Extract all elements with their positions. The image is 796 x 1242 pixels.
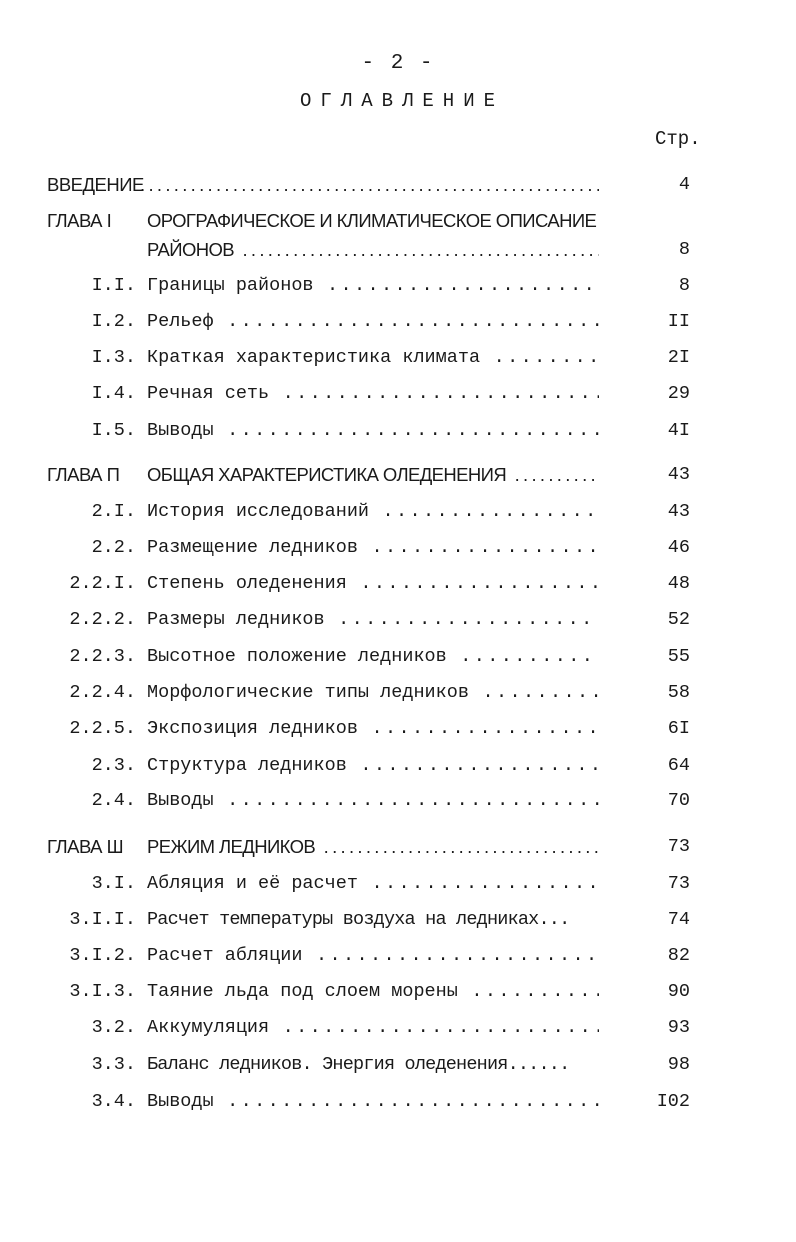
- toc-entry-chapter-3: [0, 832, 796, 862]
- toc-section-number: I.2.: [91, 311, 136, 332]
- toc-section-number: 2.3.: [91, 755, 136, 776]
- toc-section-title: Экспозиция ледников .....: [147, 714, 599, 744]
- toc-section-title: Расчет абляции .....: [147, 941, 599, 971]
- toc-page: 73: [667, 873, 690, 894]
- toc-section-title: Речная сеть .....: [147, 379, 599, 409]
- toc-section-title: Аккумуляция .....: [147, 1013, 599, 1043]
- page-number: - 2 -: [361, 52, 435, 75]
- toc-chapter-title: ОРОГРАФИЧЕСКОЕ И КЛИМАТИЧЕСКОЕ ОПИСАНИЕ: [147, 210, 597, 231]
- toc-section-number: 3.I.I.: [69, 909, 136, 930]
- toc-section-title: Размещение ледников .....: [147, 533, 599, 563]
- toc-section-number: 2.2.3.: [69, 646, 136, 667]
- toc-page: 52: [667, 609, 690, 630]
- toc-entry: [0, 497, 796, 527]
- toc-page: 8: [678, 239, 690, 260]
- toc-section-title: Выводы .....: [147, 416, 599, 446]
- toc-chapter-label: ГЛАВА I: [47, 210, 112, 231]
- toc-section-number: 3.I.: [91, 873, 136, 894]
- toc-page: 55: [667, 646, 690, 667]
- toc-section-number: I.3.: [91, 347, 136, 368]
- toc-entry: [0, 786, 796, 816]
- toc-chapter-title: ОБЩАЯ ХАРАКТЕРИСТИКА ОЛЕДЕНЕНИЯ .....: [147, 460, 599, 490]
- toc-page: 98: [667, 1054, 690, 1075]
- toc-page: 4: [678, 174, 690, 195]
- toc-section-number: 2.2.5.: [69, 718, 136, 739]
- toc-entry: [0, 642, 796, 672]
- toc-page: 8: [678, 275, 690, 296]
- toc-entry-chapter-1-line1: [0, 206, 796, 236]
- toc-section-number: 3.I.3.: [69, 981, 136, 1002]
- toc-page: 46: [667, 537, 690, 558]
- toc-section-title: Выводы .....: [147, 786, 599, 816]
- toc-entry: [0, 533, 796, 563]
- toc-page: 6I: [667, 718, 690, 739]
- toc-entry: [0, 307, 796, 337]
- toc-section-title: Абляция и её расчет .....: [147, 869, 599, 899]
- toc-entry: [0, 941, 796, 971]
- toc-leader: [140, 170, 599, 200]
- toc-page: 2I: [667, 347, 690, 368]
- toc-page: 64: [667, 755, 690, 776]
- page-title: ОГЛАВЛЕНИЕ: [299, 90, 505, 112]
- toc-section-number: 3.3.: [91, 1054, 136, 1075]
- toc-section-number: I.5.: [91, 420, 136, 441]
- toc-entry: [0, 905, 796, 935]
- toc-entry: [0, 416, 796, 446]
- toc-page: 43: [667, 464, 690, 485]
- toc-entry: [0, 1087, 796, 1117]
- toc-entry-chapter-1-line2: [0, 235, 796, 265]
- toc-section-title: Краткая характеристика климата .....: [147, 343, 599, 373]
- toc-entry: [0, 343, 796, 373]
- toc-page: 43: [667, 501, 690, 522]
- toc-page: 73: [667, 836, 690, 857]
- toc-entry: [0, 714, 796, 744]
- toc-page: I02: [656, 1091, 690, 1112]
- toc-page: II: [667, 311, 690, 332]
- toc-page: 58: [667, 682, 690, 703]
- toc-page: 70: [667, 790, 690, 811]
- toc-section-title: Степень оледенения .....: [147, 569, 599, 599]
- toc-section-number: 2.2.4.: [69, 682, 136, 703]
- toc-section-number: 2.4.: [91, 790, 136, 811]
- toc-entry: [0, 1013, 796, 1043]
- toc-entry: [0, 869, 796, 899]
- toc-section-number: 2.2.I.: [69, 573, 136, 594]
- toc-section-title: Таяние льда под слоем морены .....: [147, 977, 599, 1007]
- toc-entry: [0, 678, 796, 708]
- toc-page: 90: [667, 981, 690, 1002]
- toc-entry: [0, 977, 796, 1007]
- toc-section-number: 3.2.: [91, 1017, 136, 1038]
- toc-chapter-label: ВВЕДЕНИЕ: [47, 174, 144, 195]
- toc-section-title: Границы районов .....: [147, 271, 599, 301]
- toc-entry-chapter-2: [0, 460, 796, 490]
- toc-section-title: Размеры ледников .....: [147, 605, 599, 635]
- toc-chapter-label: ГЛАВА П: [47, 464, 120, 485]
- toc-section-title: Рельеф .....: [147, 307, 599, 337]
- toc-section-title: Морфологические типы ледников .....: [147, 678, 599, 708]
- toc-entry: [0, 271, 796, 301]
- toc-entry-intro: [0, 170, 796, 200]
- toc-entry: [0, 569, 796, 599]
- toc-section-title: Баланс ледников. Энергия оледенения......: [147, 1054, 570, 1075]
- toc-page: 48: [667, 573, 690, 594]
- toc-entry: [0, 605, 796, 635]
- toc-section-title: Высотное положение ледников .....: [147, 642, 599, 672]
- toc-entry: [0, 1050, 796, 1080]
- toc-page: 82: [667, 945, 690, 966]
- toc-section-number: 2.2.2.: [69, 609, 136, 630]
- toc-section-number: I.I.: [91, 275, 136, 296]
- toc-entry: [0, 751, 796, 781]
- toc-section-number: 2.I.: [91, 501, 136, 522]
- toc-section-number: I.4.: [91, 383, 136, 404]
- toc-section-title: История исследований .....: [147, 497, 599, 527]
- toc-chapter-title: РЕЖИМ ЛЕДНИКОВ .....: [147, 832, 599, 862]
- toc-chapter-title-cont: РАЙОНОВ .....: [147, 235, 599, 265]
- toc-page: 29: [667, 383, 690, 404]
- toc-section-title: Выводы .....: [147, 1087, 599, 1117]
- toc-section-title: Расчет температуры воздуха на ледниках...: [147, 909, 570, 930]
- toc-page: 4I: [667, 420, 690, 441]
- toc-section-number: 3.4.: [91, 1091, 136, 1112]
- toc-page: 74: [667, 909, 690, 930]
- toc-chapter-label: ГЛАВА Ш: [47, 836, 124, 857]
- toc-section-number: 3.I.2.: [69, 945, 136, 966]
- toc-page: 93: [667, 1017, 690, 1038]
- page-column-label: Стр.: [655, 128, 701, 150]
- toc-section-title: Структура ледников .....: [147, 751, 599, 781]
- toc-entry: [0, 379, 796, 409]
- toc-section-number: 2.2.: [91, 537, 136, 558]
